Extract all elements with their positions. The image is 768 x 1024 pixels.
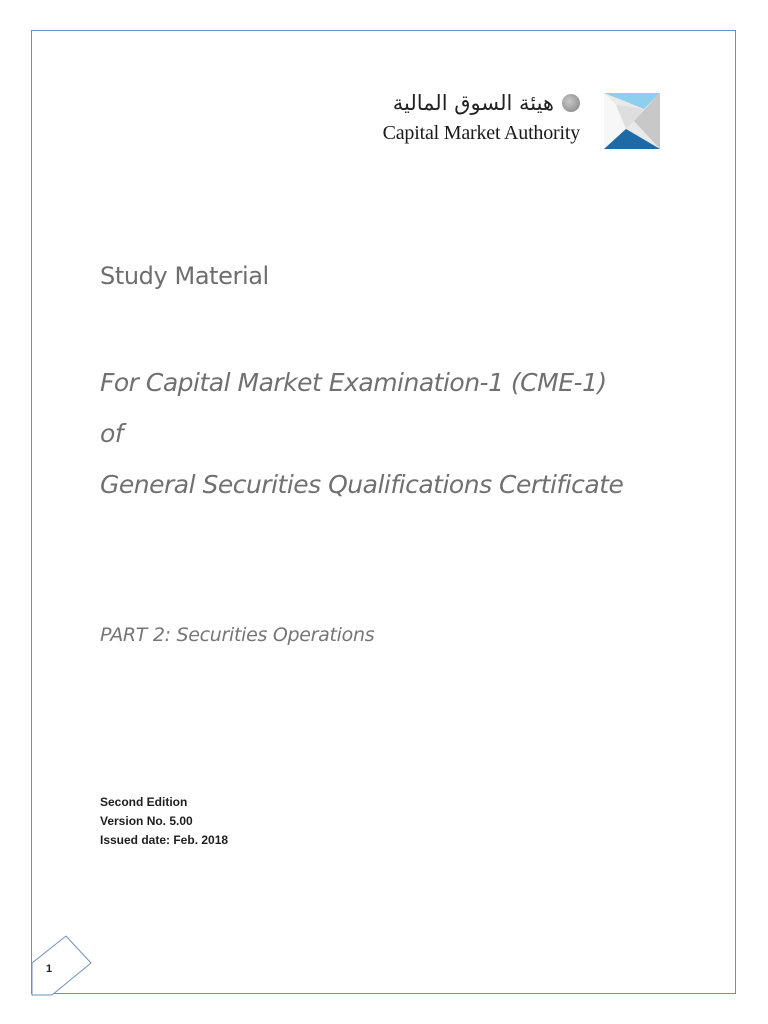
cma-bowtie-logo-icon — [604, 93, 660, 149]
edition-info — [100, 793, 228, 850]
organization-name-english: Capital Market Authority — [382, 122, 580, 144]
subtitle-line-exam: For Capital Market Examination-1 (CME-1) — [100, 368, 607, 397]
part-title: PART 2: Securities Operations — [100, 624, 375, 646]
page-number-diamond — [28, 935, 94, 997]
page-marker-shape — [32, 936, 91, 995]
version-label: Version No. 5.00 — [100, 814, 193, 828]
page-number: 1 — [46, 963, 53, 975]
issued-date-label: Issued date: Feb. 2018 — [100, 833, 229, 847]
cma-logo — [336, 88, 666, 154]
edition-label: Second Edition — [100, 795, 188, 809]
subtitle-line-of: of — [100, 419, 124, 448]
document-title: Study Material — [100, 262, 269, 290]
circular-seal-icon — [562, 94, 580, 112]
organization-name-arabic: هيئة السوق المالية — [392, 91, 554, 115]
logo-arabic-row — [340, 90, 580, 116]
subtitle-line-certificate: General Securities Qualifications Certificate — [100, 470, 624, 499]
